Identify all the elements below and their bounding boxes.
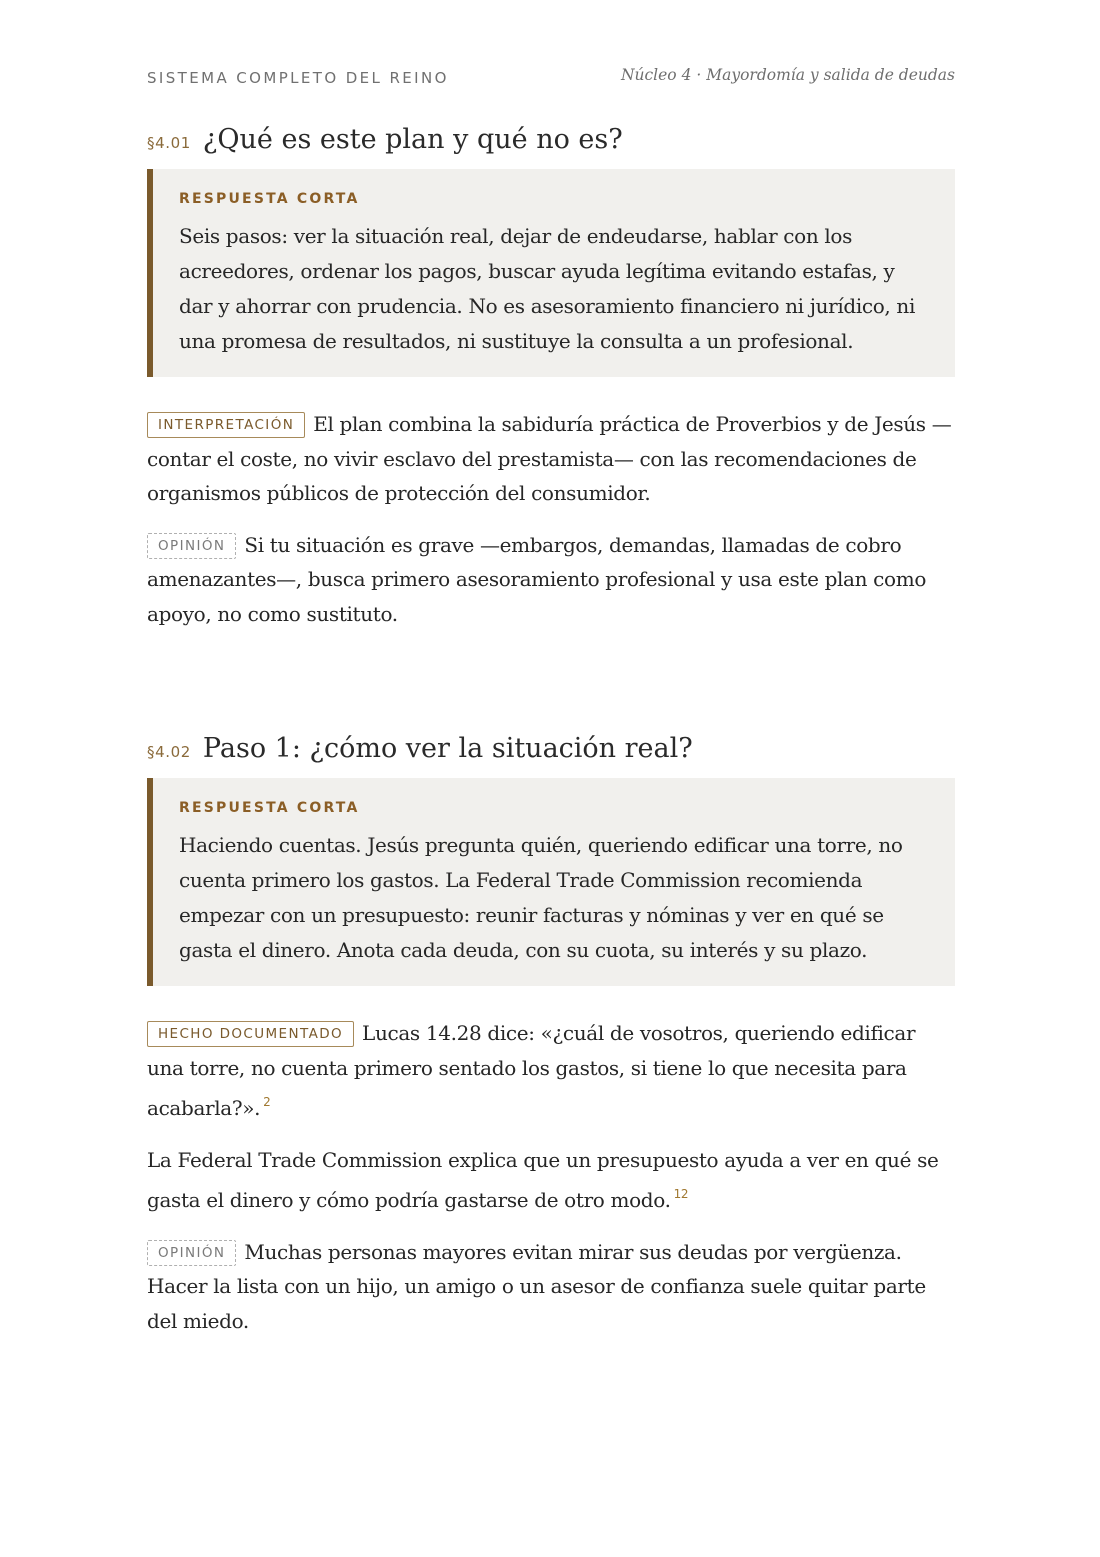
short-answer-box xyxy=(147,778,955,986)
paragraph-plain xyxy=(147,1143,955,1218)
short-answer-text: Haciendo cuentas. Jesús pregunta quién, queriendo edificar una torre, no cuenta primero los gastos. La Federal Trade Commission recomienda empezar con un presupuesto: reunir facturas y nóminas y ver en qué se gasta el dinero. Anota cada deuda, con su cuota, su interés y su plazo. xyxy=(179,833,903,962)
short-answer-text: Seis pasos: ver la situación real, dejar de endeudarse, hablar con los acreedores, ordenar los pagos, buscar ayuda legítima evitando estafas, y dar y ahorrar con prudencia. No es asesoramiento financiero ni jurídico, ni una promesa de resultados, ni sustituye la consulta a un profesional. xyxy=(179,224,916,353)
paragraph-text: El plan combina la sabiduría práctica de Proverbios y de Jesús —contar el coste, no vivir esclavo del prestamista— con las recomendaciones de organismos públicos de protección del consumidor. xyxy=(147,412,952,505)
section-title: Paso 1: ¿cómo ver la situación real? xyxy=(202,733,693,764)
paragraph-interpretation xyxy=(147,407,955,511)
documented-fact-tag: HECHO DOCUMENTADO xyxy=(147,1021,354,1047)
opinion-tag: OPINIÓN xyxy=(147,533,236,559)
section-heading xyxy=(147,124,955,155)
short-answer-label: RESPUESTA CORTA xyxy=(179,800,360,816)
footnote-ref[interactable]: 12 xyxy=(673,1187,689,1201)
section-heading xyxy=(147,733,955,764)
paragraph-opinion xyxy=(147,1235,955,1339)
paragraph-text: Si tu situación es grave —embargos, demandas, llamadas de cobro amenazantes—, busca primero asesoramiento profesional y usa este plan como apoyo, no como sustituto. xyxy=(147,532,927,626)
book-title: SISTEMA COMPLETO DEL REINO xyxy=(147,69,449,87)
section-4-02 xyxy=(147,733,955,1355)
paragraph-text: Lucas 14.28 dice: «¿cuál de vosotros, queriendo edificar una torre, no cuenta primero sentado los gastos, si tiene lo que necesita para acabarla?». xyxy=(147,1021,916,1120)
paragraph-text: La Federal Trade Commission explica que un presupuesto ayuda a ver en qué se gasta el dinero y cómo podría gastarse de otro modo. xyxy=(147,1147,939,1212)
short-answer-box xyxy=(147,169,955,377)
paragraph-opinion xyxy=(147,528,955,632)
running-header xyxy=(147,66,955,92)
paragraph-documented-fact xyxy=(147,1016,955,1126)
paragraph-text: Muchas personas mayores evitan mirar sus deudas por vergüenza. Hacer la lista con un hijo, un amigo o un asesor de confianza suele quitar parte del miedo. xyxy=(147,1239,926,1333)
section-number: §4.02 xyxy=(147,743,191,761)
section-title: ¿Qué es este plan y qué no es? xyxy=(202,124,623,155)
section-number: §4.01 xyxy=(147,134,191,152)
section-4-01 xyxy=(147,124,955,648)
short-answer-label: RESPUESTA CORTA xyxy=(179,191,360,207)
chapter-title: Núcleo 4 · Mayordomía y salida de deudas xyxy=(620,66,955,84)
interpretation-tag: INTERPRETACIÓN xyxy=(147,412,305,438)
opinion-tag: OPINIÓN xyxy=(147,1240,236,1266)
footnote-ref[interactable]: 2 xyxy=(263,1095,271,1109)
